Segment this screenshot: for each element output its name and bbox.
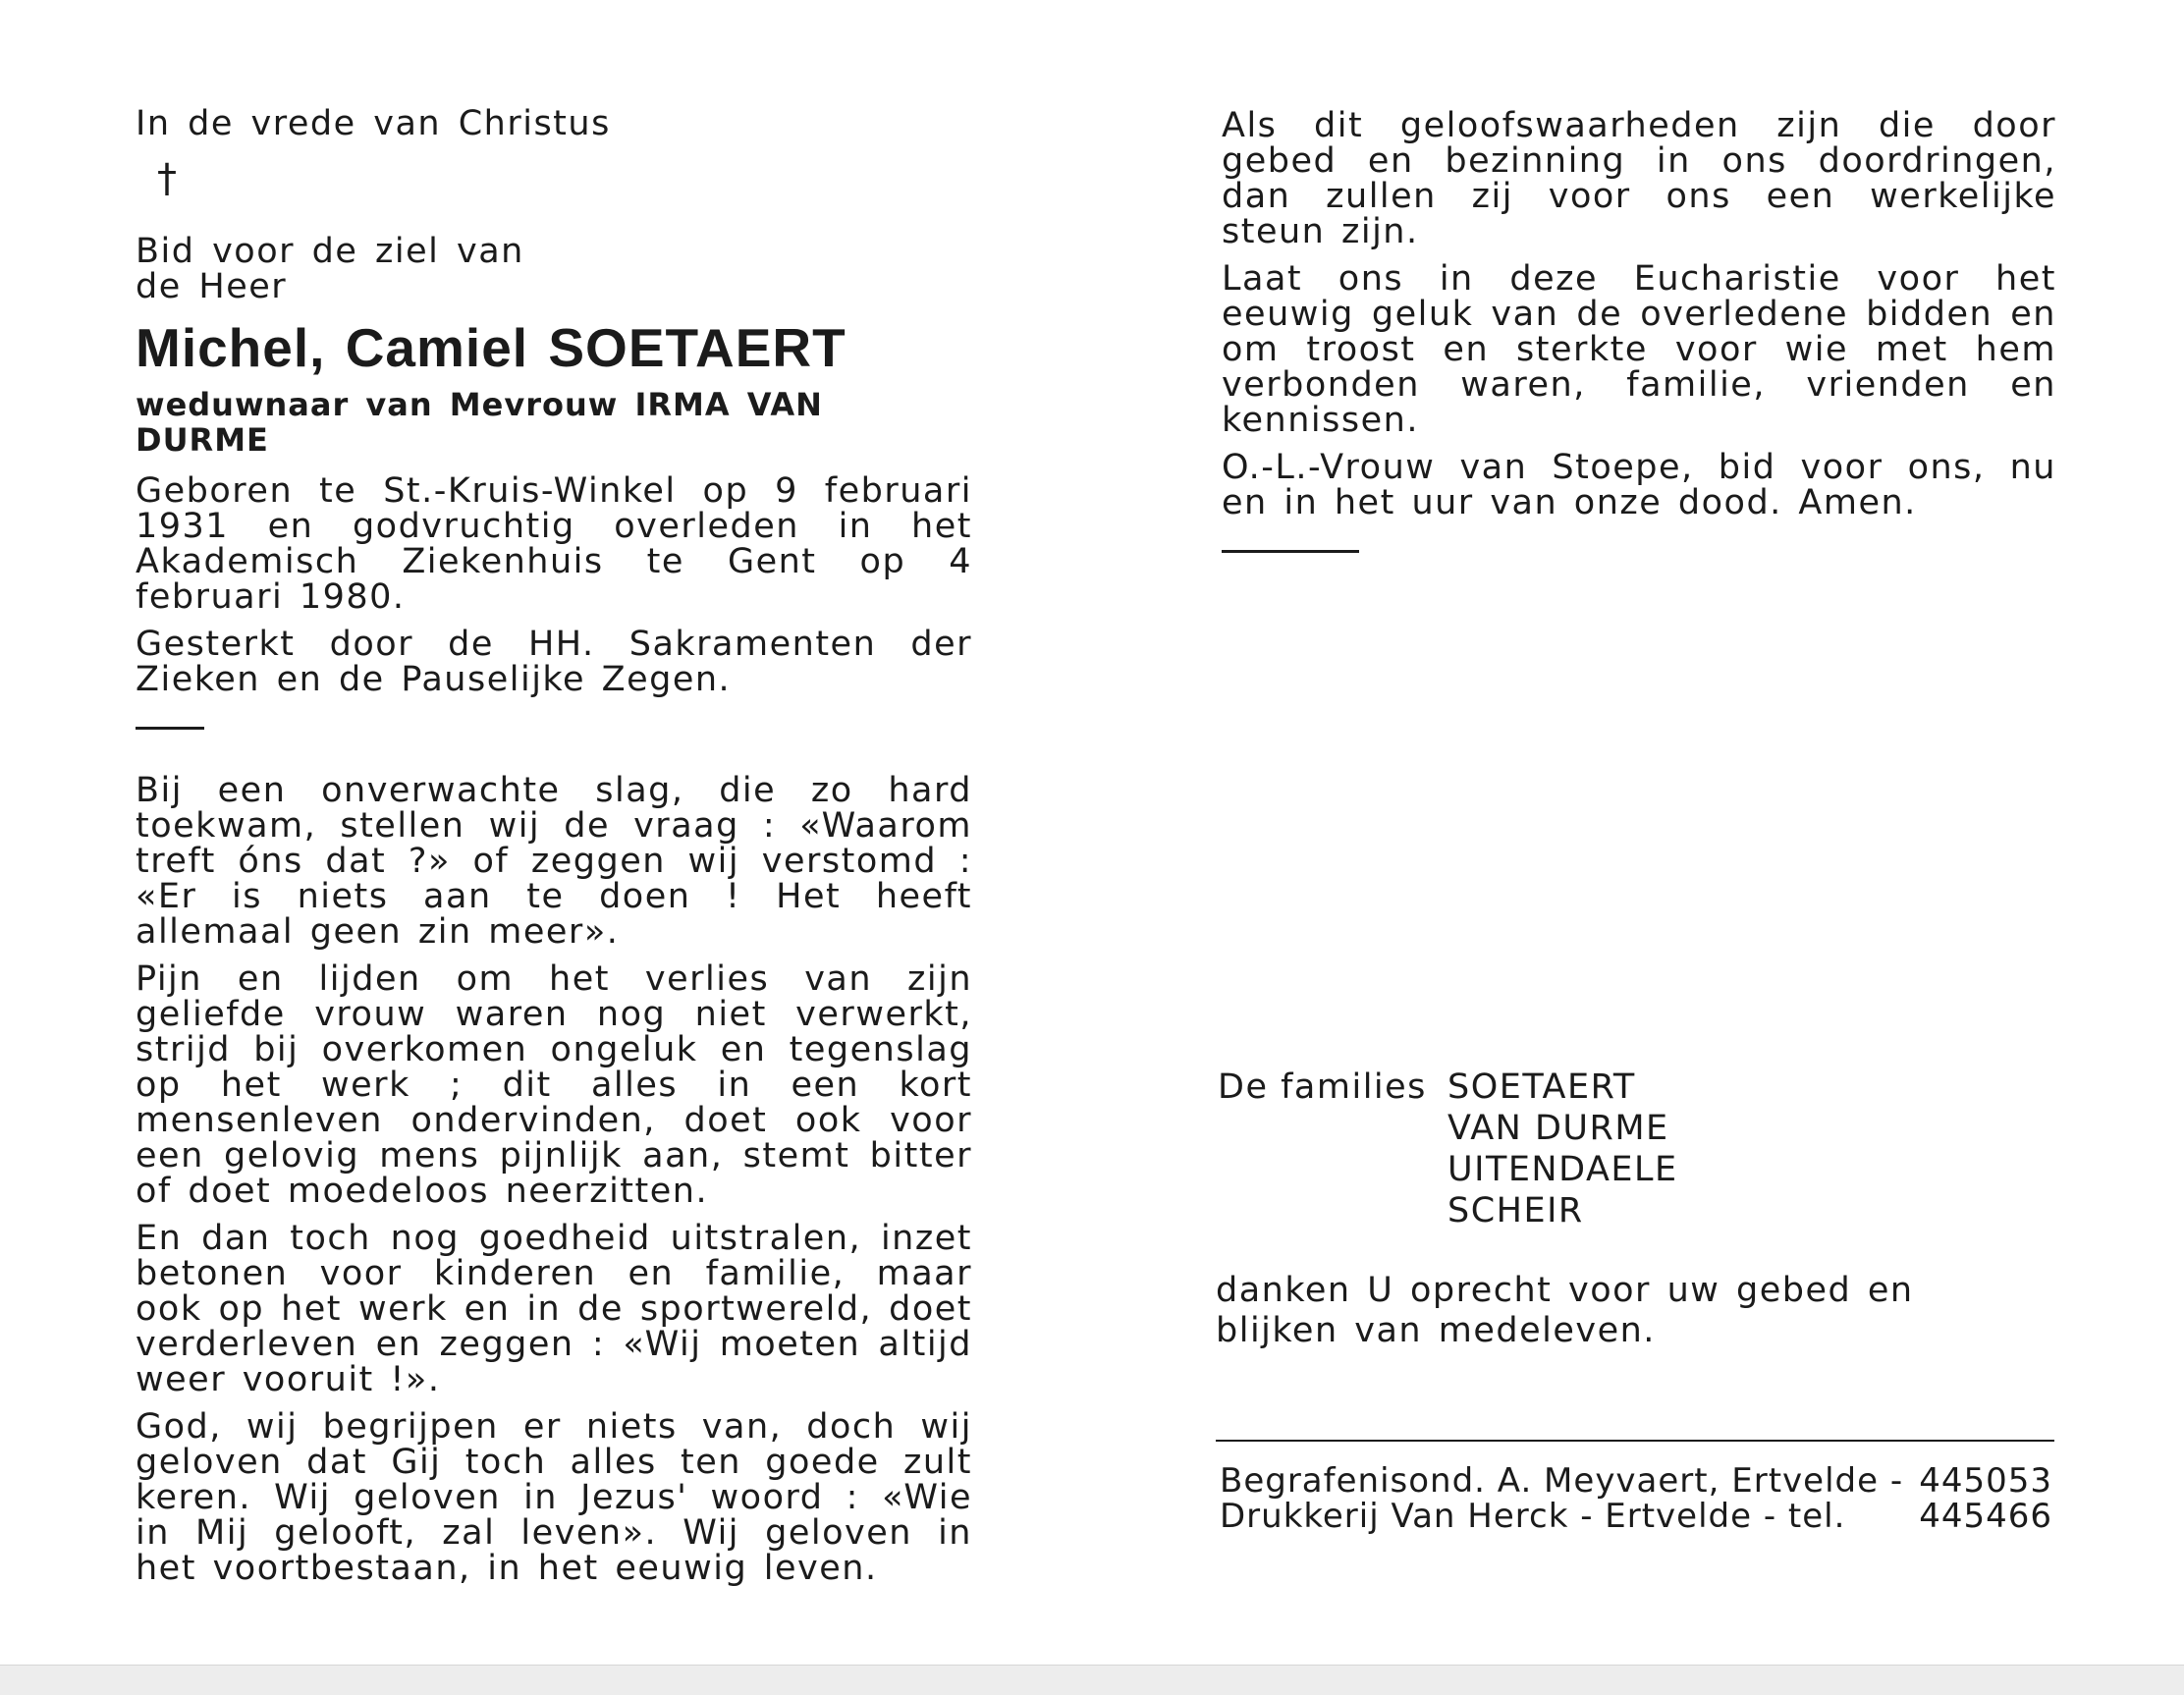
reflection-paragraph-1: Bij een onverwachte slag, die zo hard toekwam, stellen wij de vraag : «Waarom treft óns dat ?» of zeggen wij verstomd : «Er is niets aan te doen ! Het heeft allemaal geen zin meer». [136, 771, 972, 952]
divider-left [136, 727, 204, 730]
left-panel [136, 106, 972, 1586]
reflection-paragraph-4: God, wij begrijpen er niets van, doch wij geloven dat Gij toch alles ten goede zult keren. Wij geloven in Jezus' woord : «Wie in Mij gelooft, zal leven». Wij geloven in het voortbestaan, in het eeuwig leven. [136, 1407, 972, 1588]
family-name: SCHEIR [1447, 1191, 1584, 1230]
right-panel [1222, 108, 2056, 520]
printer-credits [1220, 1463, 2052, 1534]
printer-name: Drukkerij Van Herck - Ertvelde - tel. [1220, 1497, 1846, 1536]
footer-divider [1216, 1440, 2054, 1442]
families-label: De families [1218, 1067, 1427, 1107]
widower-line: weduwnaar van Mevrouw IRMA VAN DURME [136, 386, 823, 459]
families-block [1218, 1066, 1678, 1231]
closing-prayer: O.-L.-Vrouw van Stoepe, bid voor ons, nu en in het uur van onze dood. Amen. [1222, 448, 2056, 522]
family-name: VAN DURME [1447, 1109, 1669, 1148]
card-bottom-edge [0, 1665, 2184, 1695]
funeral-director-line [1220, 1463, 2052, 1499]
deceased-name: Michel, Camiel SOETAERT [136, 317, 846, 378]
intro-line: In de vrede van Christus [136, 104, 611, 143]
funeral-director: Begrafenisond. A. Meyvaert, Ertvelde - [1220, 1461, 1904, 1501]
prayer-request-line2: de Heer [136, 267, 288, 306]
sacraments-paragraph: Gesterkt door de HH. Sakramenten der Zieken en de Pauselijke Zegen. [136, 625, 972, 699]
reflection-paragraph-2: Pijn en lijden om het verlies van zijn geliefde vrouw waren nog niet verwerkt, strijd bij overkomen ongeluk en tegenslag op het werk ; dit alles in een kort mensenleven ondervinden, doet ook voor een gelovig mens pijnlijk aan, stemt bitter of doet moedeloos neerzitten. [136, 959, 972, 1211]
families-list [1447, 1066, 1678, 1231]
thanks-text: danken U oprecht voor uw gebed en blijken van medeleven. [1216, 1271, 1914, 1350]
funeral-director-phone: 445053 [1919, 1461, 2052, 1501]
faith-paragraph: Als dit geloofswaarheden zijn die door gebed en bezinning in ons doordringen, dan zullen zij voor ons een werkelijke steun zijn. [1222, 106, 2056, 251]
printer-line [1220, 1499, 2052, 1534]
divider-right [1222, 550, 1359, 553]
printer-phone: 445466 [1919, 1497, 2052, 1536]
birth-death-paragraph: Geboren te St.-Kruis-Winkel op 9 februari 1931 en godvruchtig overleden in het Akademisch Ziekenhuis te Gent op 4 februari 1980. [136, 471, 972, 617]
family-name: SOETAERT [1447, 1067, 1636, 1107]
cross-icon: † [157, 156, 177, 201]
prayer-request-line1: Bid voor de ziel van [136, 232, 524, 271]
eucharist-paragraph: Laat ons in deze Eucharistie voor het eeuwig geluk van de overledene bidden en om troost en sterkte voor wie met hem verbonden waren, familie, vrienden en kennissen. [1222, 259, 2056, 440]
family-name: UITENDAELE [1447, 1150, 1678, 1189]
reflection-paragraph-3: En dan toch nog goedheid uitstralen, inzet betonen voor kinderen en familie, maar ook op het werk en in de sportwereld, doet verderleven en zeggen : «Wij moeten altijd weer vooruit !». [136, 1219, 972, 1399]
